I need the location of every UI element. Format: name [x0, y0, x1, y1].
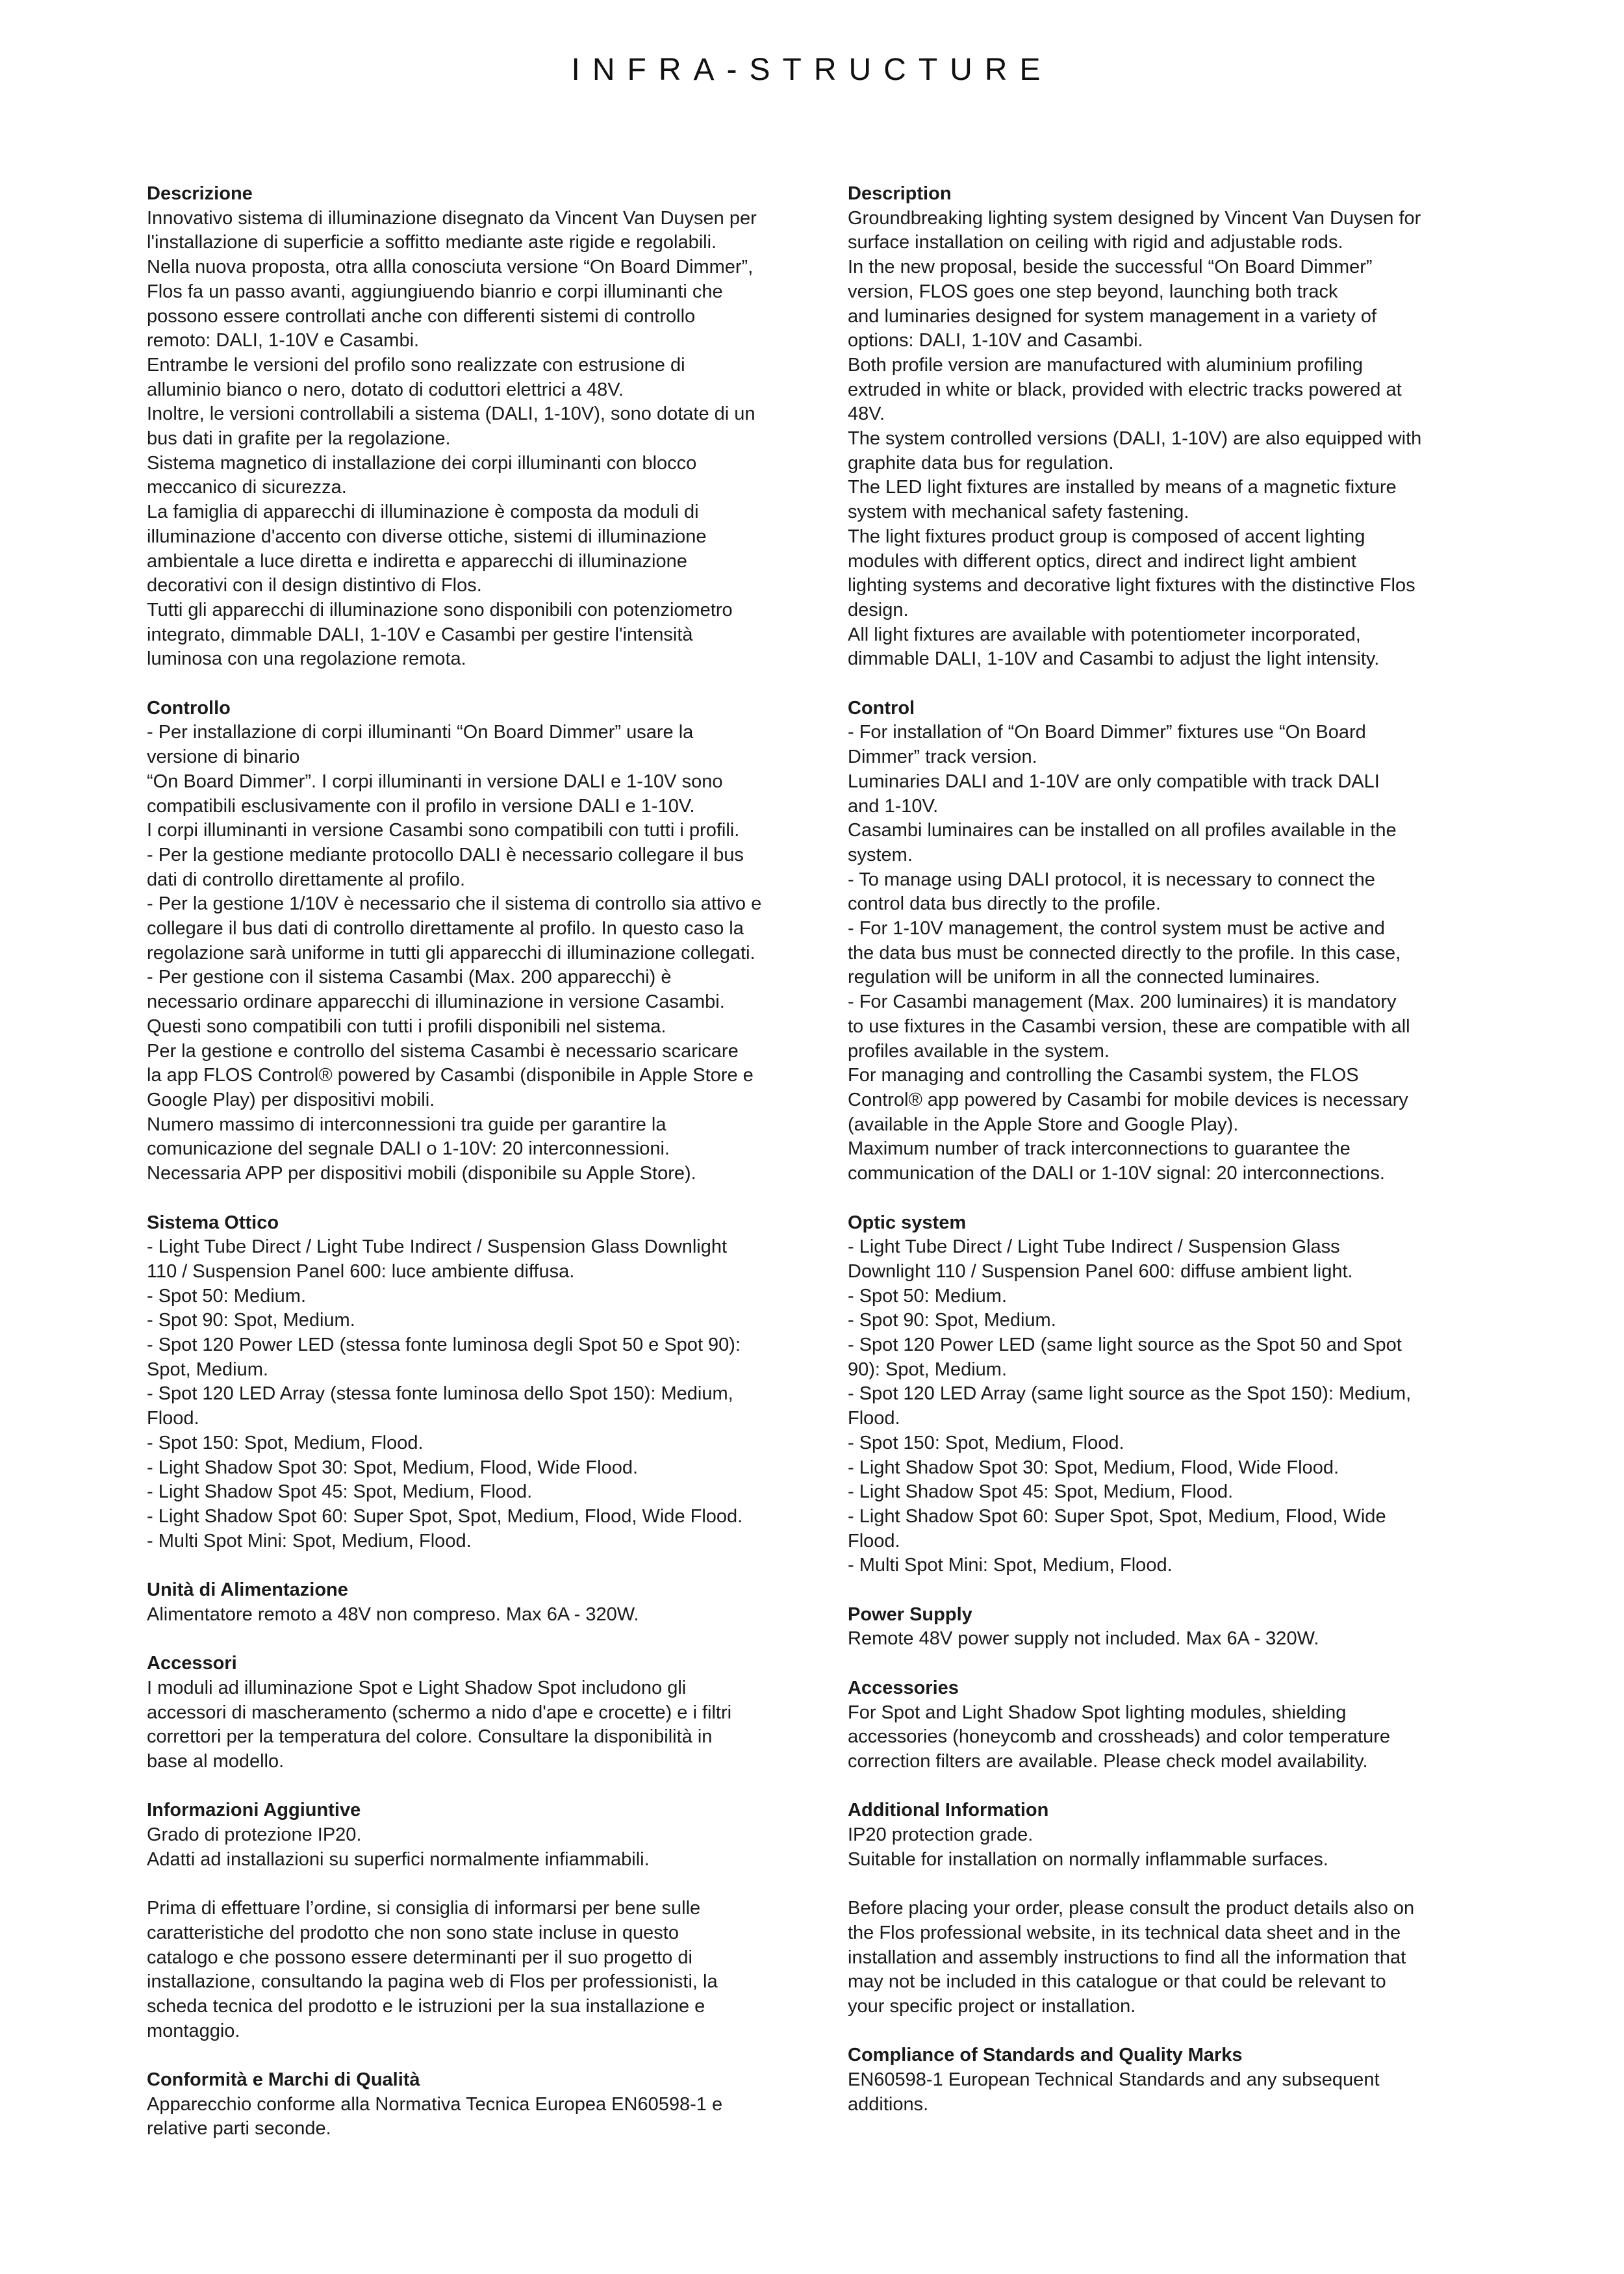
text-line: - Light Shadow Spot 30: Spot, Medium, Flood, Wide Flood.	[848, 1457, 1339, 1478]
text-line: Alimentatore remoto a 48V non compreso. Max 6A - 320W.	[147, 1603, 639, 1625]
text-line: “On Board Dimmer”. I corpi illuminanti in versione DALI e 1-10V sono	[147, 771, 723, 792]
text-line: ambientale a luce diretta e indiretta e apparecchi di illuminazione	[147, 550, 687, 572]
text-line: - Light Shadow Spot 45: Spot, Medium, Flood.	[147, 1481, 533, 1503]
section-controllo	[147, 696, 829, 1186]
text-line: - Spot 120 LED Array (same light source as the Spot 150): Medium,	[848, 1383, 1412, 1405]
text-line: - Multi Spot Mini: Spot, Medium, Flood.	[848, 1555, 1173, 1576]
section-compliance-of-standards-and-quality-marks	[848, 2043, 1530, 2117]
text-line: la app FLOS Control® powered by Casambi (disponibile in Apple Store e	[147, 1065, 754, 1086]
text-line: 48V.	[848, 403, 885, 425]
text-line: Per la gestione e controllo del sistema Casambi è necessario scaricare	[147, 1040, 739, 1062]
text-line: collegare il bus dati di controllo direttamente al profilo. In questo caso la	[147, 918, 744, 939]
text-line: alluminio bianco o nero, dotato di coduttori elettrici a 48V.	[147, 379, 624, 400]
text-line: Flood.	[848, 1408, 900, 1429]
text-line: Control® app powered by Casambi for mobile devices is necessary	[848, 1090, 1408, 1110]
text-line: l'installazione di superficie a soffitto mediante aste rigide e regolabili.	[147, 232, 717, 253]
text-line: Sistema magnetico di installazione dei corpi illuminanti con blocco	[147, 452, 697, 474]
page-title: INFRA-STRUCTURE	[571, 53, 1053, 87]
text-line: - Spot 120 LED Array (stessa fonte luminosa dello Spot 150): Medium,	[147, 1383, 733, 1405]
text-line: All light fixtures are available with potentiometer incorporated,	[848, 624, 1361, 645]
text-line: - Per la gestione 1/10V è necessario che il sistema di controllo sia attivo e	[147, 893, 762, 915]
text-line: - Per installazione di corpi illuminanti “On Board Dimmer” usare la	[147, 722, 694, 743]
text-line: decorativi con il design distintivo di Flos.	[147, 575, 482, 596]
text-line: Nella nuova proposta, otra allla conosciuta versione “On Board Dimmer”,	[147, 257, 754, 278]
text-line: your specific project or installation.	[848, 1995, 1136, 2017]
text-line: Downlight 110 / Suspension Panel 600: diffuse ambient light.	[848, 1260, 1353, 1282]
text-line: Inoltre, le versioni controllabili a sistema (DALI, 1-10V), sono dotate di un	[147, 403, 755, 425]
text-line: Flood.	[848, 1530, 900, 1552]
text-line: Apparecchio conforme alla Normativa Tecnica Europea EN60598-1 e	[147, 2093, 723, 2115]
text-line: For managing and controlling the Casambi system, the FLOS	[848, 1065, 1359, 1086]
text-line: regulation will be uniform in all the connected luminaires.	[848, 967, 1320, 988]
text-line: correttori per la temperatura del colore. Consultare la disponibilità in	[147, 1726, 713, 1748]
text-line: - Spot 90: Spot, Medium.	[848, 1310, 1056, 1331]
text-line: - Light Shadow Spot 30: Spot, Medium, Flood, Wide Flood.	[147, 1457, 639, 1478]
text-line: - For installation of “On Board Dimmer” fixtures use “On Board	[848, 722, 1366, 743]
section-heading: Descrizione	[147, 183, 253, 204]
text-line: Casambi luminaires can be installed on all profiles available in the	[848, 820, 1397, 841]
text-line: system.	[848, 844, 913, 865]
text-line: - Light Tube Direct / Light Tube Indirect / Suspension Glass	[848, 1236, 1340, 1258]
text-line: versione di binario	[147, 747, 300, 768]
text-line: correction filters are available. Please check model availability.	[848, 1750, 1368, 1772]
text-line: - Spot 50: Medium.	[147, 1285, 306, 1307]
text-line: Google Play) per dispositivi mobili.	[147, 1090, 435, 1110]
text-line: dati di controllo direttamente al profilo.	[147, 869, 466, 890]
section-heading: Accessori	[147, 1653, 237, 1674]
text-line: Numero massimo di interconnessioni tra guide per garantire la	[147, 1114, 666, 1135]
text-line: scheda tecnica del prodotto e le istruzioni per la sua installazione e	[147, 1995, 705, 2017]
text-line: version, FLOS goes one step beyond, launching both track	[848, 281, 1338, 302]
text-line: (available in the Apple Store and Google Play).	[848, 1114, 1239, 1135]
text-line: Both profile version are manufactured with aluminium profiling	[848, 354, 1364, 376]
text-line: surface installation on ceiling with rigid and adjustable rods.	[848, 232, 1343, 253]
text-line: communication of the DALI or 1-10V signal: 20 interconnections.	[848, 1163, 1385, 1184]
section-accessories	[848, 1676, 1530, 1774]
text-line: I moduli ad illuminazione Spot e Light Shadow Spot includono gli	[147, 1677, 687, 1698]
text-line: necessario ordinare apparecchi di illuminazione in versione Casambi.	[147, 991, 725, 1013]
text-line: EN60598-1 European Technical Standards and any subsequent	[848, 2069, 1380, 2091]
text-line: bus dati in grafite per la regolazione.	[147, 428, 451, 450]
text-line: Adatti ad installazioni su superfici normalmente infiammabili.	[147, 1848, 650, 1870]
text-line: Tutti gli apparecchi di illuminazione sono disponibili con potenziometro	[147, 599, 733, 620]
section-heading: Sistema Ottico	[147, 1212, 279, 1233]
section-unita-di-alimentazione	[147, 1578, 829, 1627]
text-line: may not be included in this catalogue or that could be relevant to	[848, 1971, 1386, 1993]
section-heading: Accessories	[848, 1677, 959, 1698]
text-line: Grado di protezione IP20.	[147, 1824, 362, 1846]
text-line: - For 1-10V management, the control system must be active and	[848, 918, 1385, 939]
text-line: - Light Shadow Spot 60: Super Spot, Spot, Medium, Flood, Wide Flood.	[147, 1505, 743, 1527]
text-line: possono essere controllati anche con differenti sistemi di controllo	[147, 305, 696, 327]
italian-column	[147, 182, 829, 2166]
section-heading: Controllo	[147, 697, 231, 719]
text-line: accessori di mascheramento (schermo a nido d'ape e crocette) e i filtri	[147, 1702, 732, 1723]
text-line: - Spot 150: Spot, Medium, Flood.	[848, 1432, 1124, 1453]
section-sistema-ottico	[147, 1211, 829, 1554]
text-line: catalogo e che possono essere determinanti per il suo progetto di	[147, 1947, 692, 1968]
text-line: La famiglia di apparecchi di illuminazione è composta da moduli di	[147, 502, 699, 523]
text-line: and luminaries designed for system management in a variety of	[848, 305, 1377, 327]
text-line: - Spot 120 Power LED (same light source as the Spot 50 and Spot	[848, 1335, 1402, 1356]
text-line: compatibili esclusivamente con il profilo in versione DALI e 1-10V.	[147, 795, 695, 817]
text-line: 110 / Suspension Panel 600: luce ambiente diffusa.	[147, 1260, 575, 1282]
text-line: installazione, consultando la pagina web di Flos per professionisti, la	[147, 1971, 718, 1993]
text-line: additions.	[848, 2093, 929, 2115]
section-descrizione	[147, 182, 829, 672]
text-line: The LED light fixtures are installed by means of a magnetic fixture	[848, 477, 1397, 498]
text-line: remoto: DALI, 1-10V e Casambi.	[147, 330, 420, 351]
text-line: - Light Shadow Spot 45: Spot, Medium, Flood.	[848, 1481, 1234, 1503]
paragraph-gap	[848, 1872, 1530, 1897]
text-line: Groundbreaking lighting system designed by Vincent Van Duysen for	[848, 207, 1421, 229]
section-heading: Compliance of Standards and Quality Marks	[848, 2045, 1243, 2066]
text-line: - Spot 50: Medium.	[848, 1285, 1007, 1307]
text-line: the data bus must be connected directly to the profile. In this case,	[848, 942, 1401, 964]
text-line: Dimmer” track version.	[848, 747, 1037, 768]
text-line: profiles available in the system.	[848, 1040, 1110, 1062]
section-heading: Informazioni Aggiuntive	[147, 1800, 361, 1821]
text-line: Prima di effettuare l’ordine, si consiglia di informarsi per bene sulle	[147, 1898, 701, 1919]
text-line: In the new proposal, beside the successful “On Board Dimmer”	[848, 257, 1373, 278]
section-description	[848, 182, 1530, 672]
text-line: - Spot 120 Power LED (stessa fonte luminosa degli Spot 50 e Spot 90):	[147, 1335, 741, 1356]
text-line: - For Casambi management (Max. 200 luminaires) it is mandatory	[848, 991, 1397, 1013]
text-line: IP20 protection grade.	[848, 1824, 1034, 1846]
text-line: luminosa con una regolazione remota.	[147, 648, 466, 670]
text-line: control data bus directly to the profile.	[848, 893, 1161, 915]
text-line: relative parti seconde.	[147, 2118, 331, 2140]
text-line: - Light Tube Direct / Light Tube Indirect / Suspension Glass Downlight	[147, 1236, 728, 1258]
text-line: I corpi illuminanti in versione Casambi sono compatibili con tutti i profili.	[147, 820, 740, 841]
text-line: Flos fa un passo avanti, aggiungiuendo bianrio e corpi illuminanti che	[147, 281, 723, 302]
paragraph-gap	[147, 1872, 829, 1897]
section-additional-information	[848, 1798, 1530, 2019]
text-line: installation and assembly instructions to find all the information that	[848, 1947, 1406, 1968]
text-line: Before placing your order, please consult the product details also on	[848, 1898, 1415, 1919]
text-line: Entrambe le versioni del profilo sono realizzate con estrusione di	[147, 354, 685, 376]
text-line: illuminazione d'accento con diverse ottiche, sistemi di illuminazione	[147, 526, 707, 547]
section-heading: Description	[848, 183, 952, 204]
text-line: Necessaria APP per dispositivi mobili (disponibile su Apple Store).	[147, 1163, 696, 1184]
section-heading: Unità di Alimentazione	[147, 1579, 348, 1601]
text-line: The system controlled versions (DALI, 1-10V) are also equipped with	[848, 428, 1422, 450]
text-line: extruded in white or black, provided with electric tracks powered at	[848, 379, 1402, 400]
text-line: Luminaries DALI and 1-10V are only compatible with track DALI	[848, 771, 1380, 792]
text-line: and 1-10V.	[848, 795, 939, 817]
text-line: Innovativo sistema di illuminazione disegnato da Vincent Van Duysen per	[147, 207, 757, 229]
section-optic-system	[848, 1211, 1530, 1579]
text-line: caratteristiche del prodotto che non sono state incluse in questo	[147, 1922, 679, 1943]
text-line: modules with different optics, direct and indirect light ambient	[848, 550, 1356, 572]
text-line: lighting systems and decorative light fixtures with the distinctive Flos	[848, 575, 1415, 596]
section-conformita-e-marchi-di-qualita	[147, 2068, 829, 2141]
text-line: graphite data bus for regulation.	[848, 452, 1114, 474]
text-line: base al modello.	[147, 1750, 285, 1772]
text-line: - Light Shadow Spot 60: Super Spot, Spot, Medium, Flood, Wide	[848, 1505, 1386, 1527]
section-heading: Additional Information	[848, 1800, 1049, 1821]
text-line: - Multi Spot Mini: Spot, Medium, Flood.	[147, 1530, 472, 1552]
section-heading: Conformità e Marchi di Qualità	[147, 2069, 420, 2091]
text-line: regolazione sarà uniforme in tutti gli apparecchi di illuminazione collegati.	[147, 942, 755, 964]
text-line: design.	[848, 599, 909, 620]
text-line: Spot, Medium.	[147, 1359, 268, 1380]
text-line: - Spot 90: Spot, Medium.	[147, 1310, 355, 1331]
section-accessori	[147, 1652, 829, 1774]
section-heading: Control	[848, 697, 915, 719]
section-power-supply	[848, 1603, 1530, 1652]
text-line: Remote 48V power supply not included. Max 6A - 320W.	[848, 1628, 1319, 1650]
text-line: - To manage using DALI protocol, it is necessary to connect the	[848, 869, 1375, 890]
section-heading: Power Supply	[848, 1603, 972, 1625]
text-line: to use fixtures in the Casambi version, these are compatible with all	[848, 1016, 1410, 1037]
text-line: the Flos professional website, in its technical data sheet and in the	[848, 1922, 1401, 1943]
text-line: accessories (honeycomb and crossheads) and color temperature	[848, 1726, 1390, 1748]
text-line: For Spot and Light Shadow Spot lighting modules, shielding	[848, 1702, 1347, 1723]
text-line: The light fixtures product group is composed of accent lighting	[848, 526, 1365, 547]
text-line: Flood.	[147, 1408, 199, 1429]
text-line: Suitable for installation on normally inflammable surfaces.	[848, 1848, 1328, 1870]
text-line: - Per la gestione mediante protocollo DALI è necessario collegare il bus	[147, 844, 744, 865]
section-heading: Optic system	[848, 1212, 967, 1233]
text-line: - Spot 150: Spot, Medium, Flood.	[147, 1432, 424, 1453]
text-line: system with mechanical safety fastening.	[848, 502, 1189, 523]
section-control	[848, 696, 1530, 1186]
text-line: Maximum number of track interconnections to guarantee the	[848, 1138, 1351, 1160]
text-line: Questi sono compatibili con tutti i profili disponibili nel sistema.	[147, 1016, 666, 1037]
section-informazioni-aggiuntive	[147, 1798, 829, 2043]
text-line: dimmable DALI, 1-10V and Casambi to adjust the light intensity.	[848, 648, 1380, 670]
english-column	[848, 182, 1530, 2141]
text-line: comunicazione del segnale DALI o 1-10V: 20 interconnessioni.	[147, 1138, 670, 1160]
text-line: meccanico di sicurezza.	[147, 477, 347, 498]
text-line: integrato, dimmable DALI, 1-10V e Casambi per gestire l'intensità	[147, 624, 693, 645]
text-line: - Per gestione con il sistema Casambi (Max. 200 apparecchi) è	[147, 967, 672, 988]
text-line: montaggio.	[147, 2020, 240, 2041]
text-line: 90): Spot, Medium.	[848, 1359, 1007, 1380]
text-line: options: DALI, 1-10V and Casambi.	[848, 330, 1143, 351]
